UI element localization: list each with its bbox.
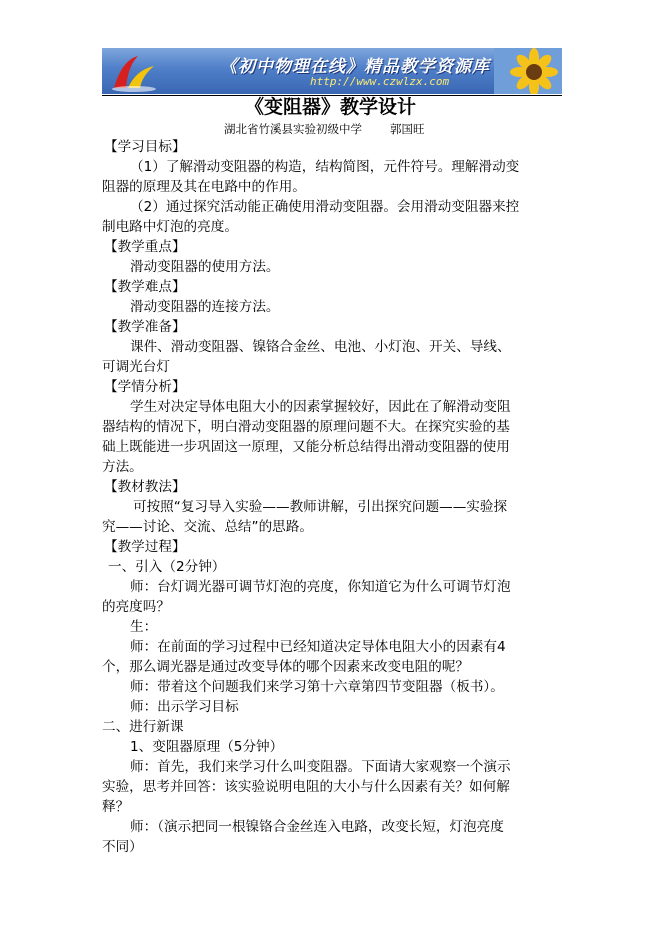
body-line: 课件、滑动变阻器、镍铬合金丝、电池、小灯泡、开关、导线、 [130, 339, 511, 355]
body-line: 方法。 [102, 459, 143, 475]
body-line: 师：带着这个问题我们来学习第十六章第四节变阻器（板书）。 [130, 679, 504, 695]
heading-teaching-method: 【教材教法】 [104, 479, 186, 495]
body-line: 学生对决定导体电阻大小的因素掌握较好，因此在了解滑动变阻 [130, 399, 511, 415]
body-line: 不同） [102, 839, 143, 855]
body-line: 可按照“复习导入实验——教师讲解，引出探究问题——实验探 [133, 499, 508, 515]
body-line: 滑动变阻器的连接方法。 [130, 299, 280, 315]
body-line: 师：出示学习目标 [130, 699, 239, 715]
body-line: （1）了解滑动变阻器的构造，结构简图，元件符号。理解滑动变 [130, 159, 520, 175]
author-name: 郭国旺 [390, 122, 425, 136]
byline [224, 121, 425, 137]
section-new-lesson: 二、进行新课 [102, 719, 184, 735]
body-line: 生： [130, 619, 158, 635]
body-line: 实验，思考并回答：该实验说明电阻的大小与什么因素有关？如何解 [102, 779, 510, 795]
heading-key-points: 【教学重点】 [104, 239, 186, 255]
document-title: 《变阻器》教学设计 [244, 96, 416, 118]
header-banner [102, 48, 562, 94]
heading-teaching-process: 【教学过程】 [104, 539, 186, 555]
heading-preparation: 【教学准备】 [104, 319, 186, 335]
school-name: 湖北省竹溪县实验初级中学 [224, 122, 362, 136]
body-line: （2）通过探究活动能正确使用滑动变阻器。会用滑动变阻器来控 [130, 199, 520, 215]
body-line: 师：台灯调光器可调节灯泡的亮度，你知道它为什么可调节灯泡 [130, 579, 511, 595]
banner-title: 《初中物理在线》精品教学资源库 [220, 57, 490, 77]
body-line: 究——讨论、交流、总结”的思路。 [102, 519, 313, 535]
body-line: 制电路中灯泡的亮度。 [102, 219, 238, 235]
body-line: 个，那么调光器是通过改变导体的哪个因素来改变电阻的呢？ [102, 659, 470, 675]
body-line: 师：在前面的学习过程中已经知道决定导体电阻大小的因素有4 [130, 639, 506, 655]
heading-learning-goals: 【学习目标】 [104, 139, 186, 155]
body-line: 师：首先，我们来学习什么叫变阻器。下面请大家观察一个演示 [130, 759, 511, 775]
body-line: 滑动变阻器的使用方法。 [130, 259, 280, 275]
heading-student-analysis: 【学情分析】 [104, 379, 186, 395]
banner-url[interactable]: http://www.czwlzx.com [310, 75, 450, 88]
body-line: 的亮度吗？ [102, 599, 170, 615]
site-logo-icon [108, 52, 160, 92]
sunflower-icon [494, 48, 562, 94]
subsection-principle: 1、变阻器原理（5分钟） [130, 739, 284, 755]
heading-difficult-points: 【教学难点】 [104, 279, 186, 295]
body-line: 可调光台灯 [102, 359, 170, 375]
body-line: 释？ [102, 799, 130, 815]
body-line: 器结构的情况下，明白滑动变阻器的原理问题不大。在探究实验的基 [102, 419, 510, 435]
body-line: 础上既能进一步巩固这一原理，又能分析总结得出滑动变阻器的使用 [102, 439, 510, 455]
body-line: 阻器的原理及其在电路中的作用。 [102, 179, 306, 195]
body-line: 师：（演示把同一根镍铬合金丝连入电路，改变长短，灯泡亮度 [130, 819, 504, 835]
section-intro: 一、引入（2分钟） [108, 559, 226, 575]
